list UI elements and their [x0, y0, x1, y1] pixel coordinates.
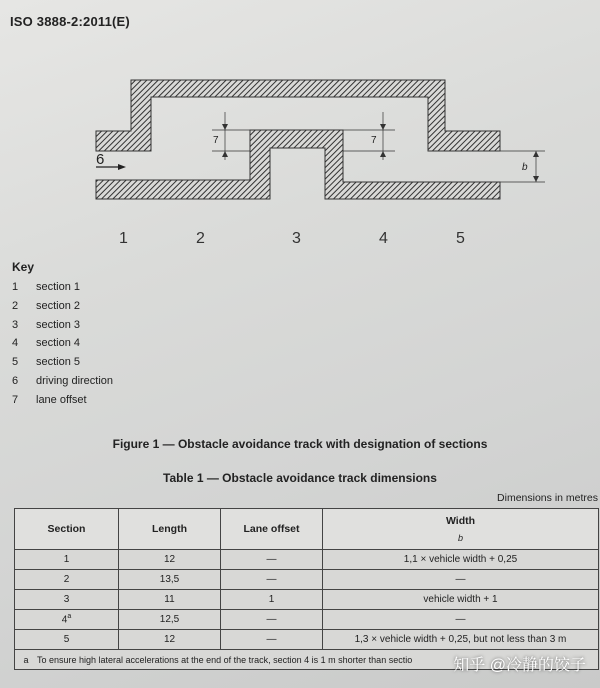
table-title: Table 1 — Obstacle avoidance track dimensions: [163, 471, 437, 485]
table-footnote: a To ensure high lateral accelerations at the end of the track, section 4 is 1 m shorter than sectio: [15, 650, 599, 670]
key-item: 3 section 3: [12, 318, 81, 331]
table-row: 5 12 — 1,3 × vehicle width + 0,25, but not less than 3 m: [15, 630, 599, 650]
width-label: b: [522, 162, 528, 173]
track-diagram: [0, 0, 600, 230]
header-length: Length: [119, 509, 221, 550]
key-item: 1 section 1: [12, 281, 81, 293]
key-item: 4 section 4: [12, 337, 81, 350]
section-number-2: 2: [196, 230, 205, 247]
section-number-1: 1: [119, 230, 128, 247]
standard-header: ISO 3888-2:2011(E): [10, 14, 130, 29]
driving-direction-label: 6: [96, 151, 105, 168]
table-row: 1 12 — 1,1 × vehicle width + 0,25: [15, 550, 599, 570]
lane-offset-label-right: 7: [371, 135, 377, 146]
section-number-5: 5: [456, 230, 465, 247]
table-row: 4$^a$ 12,5 — —: [15, 610, 599, 630]
figure-caption: Figure 1 — Obstacle avoidance track with designation of sections: [112, 437, 488, 451]
key-item: 7 lane offset: [12, 393, 87, 406]
table-header-row: [15, 509, 599, 550]
key-item: 5 section 5: [12, 356, 81, 369]
key-item: 6 driving direction: [12, 374, 114, 387]
header-section: Section: [15, 509, 119, 550]
watermark: 知乎 @冷静的饺子: [453, 657, 586, 674]
footnote-marker: a: [67, 613, 72, 621]
table-row: 3 11 1 vehicle width + 1: [15, 590, 599, 610]
header-width: Width b: [323, 509, 599, 550]
section-number-4: 4: [379, 230, 388, 247]
dimensions-table: [14, 508, 599, 670]
key-list: [12, 281, 113, 413]
section-number-3: 3: [292, 230, 301, 247]
key-title: Key: [12, 260, 35, 274]
lane-offset-dimension-right: [343, 112, 395, 160]
table-row: 2 13,5 — —: [15, 570, 599, 590]
key-item: 2 section 2: [12, 299, 81, 312]
dimensions-note: Dimensions in metres: [497, 492, 598, 504]
lane-offset-label-left: 7: [213, 135, 219, 146]
header-lane-offset: Lane offset: [221, 509, 323, 550]
